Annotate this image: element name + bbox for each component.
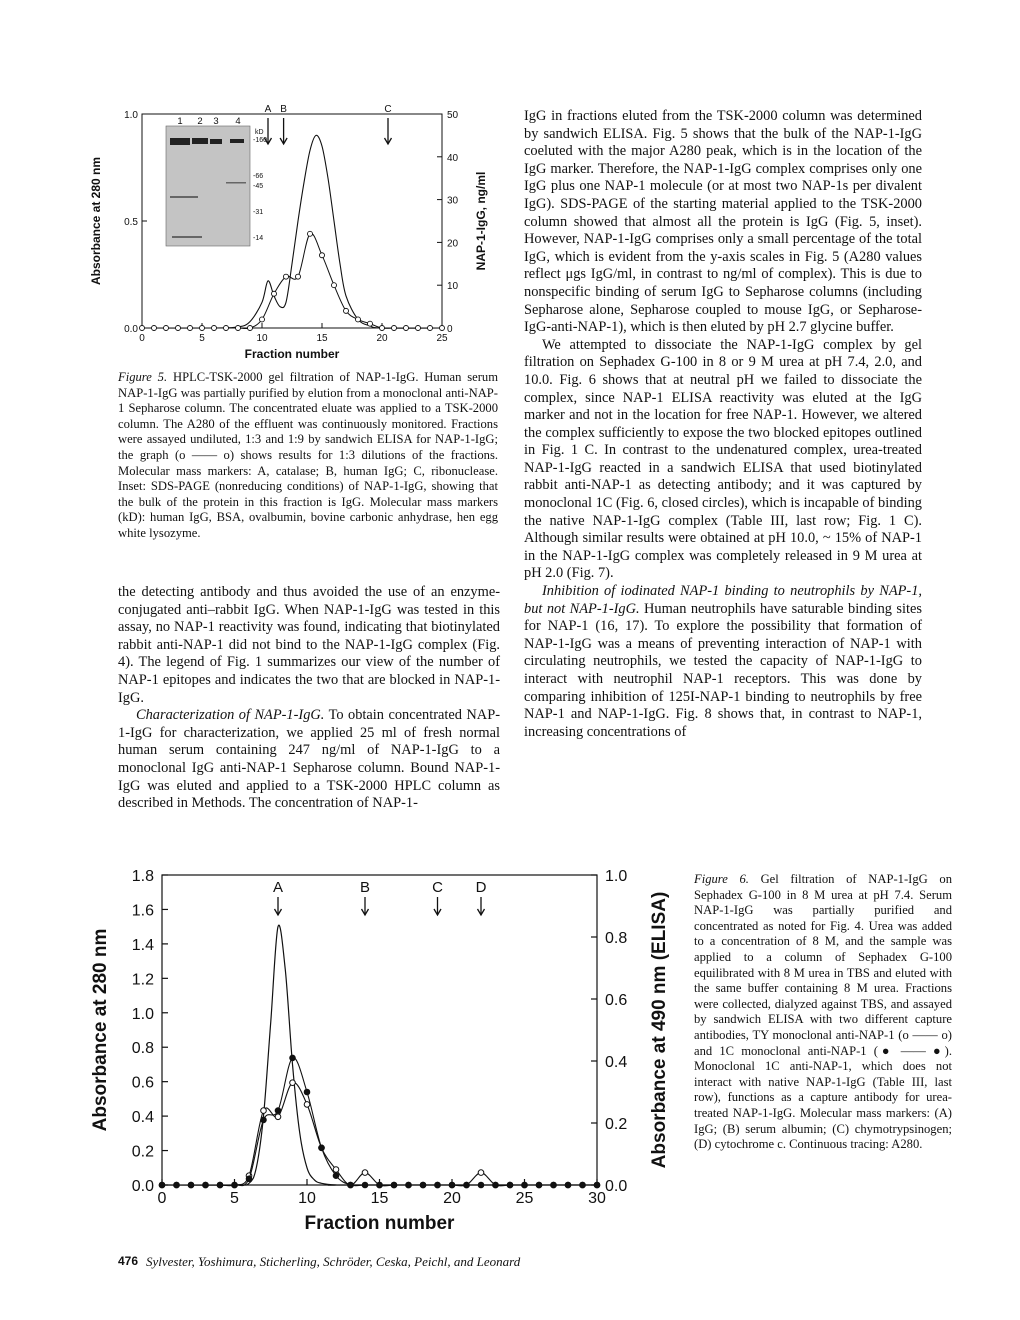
series-ty-point bbox=[304, 1102, 310, 1108]
x-tick-label: 10 bbox=[298, 1190, 316, 1207]
series-elisa-point bbox=[176, 326, 181, 331]
series-elisa-point bbox=[392, 326, 397, 331]
series-elisa-point bbox=[164, 326, 169, 331]
y-tick-label: 0.5 bbox=[124, 217, 138, 228]
series-elisa-point bbox=[416, 326, 421, 331]
inset-gel-band bbox=[170, 138, 190, 145]
series-1c-line bbox=[162, 1058, 597, 1186]
series-1c-point bbox=[464, 1182, 470, 1188]
series-elisa-point bbox=[368, 321, 373, 326]
series-1c-point bbox=[217, 1182, 223, 1188]
x-tick-label: 10 bbox=[256, 333, 268, 344]
y2-tick-label: 30 bbox=[447, 195, 459, 207]
y-tick-label: 0.0 bbox=[124, 324, 138, 335]
series-1c-point bbox=[522, 1182, 528, 1188]
marker-label: B bbox=[359, 879, 371, 896]
x-tick-label: 0 bbox=[157, 1190, 167, 1207]
series-elisa-point bbox=[140, 326, 145, 331]
y2-axis-label: NAP-1-IgG, ng/ml bbox=[474, 171, 488, 271]
series-1c-point bbox=[319, 1145, 325, 1151]
y-tick-label: 1.4 bbox=[131, 936, 154, 954]
y-tick-label: 1.6 bbox=[131, 902, 154, 920]
series-1c-point bbox=[290, 1055, 296, 1061]
inset-gel-band bbox=[170, 196, 198, 198]
series-1c-point bbox=[391, 1182, 397, 1188]
marker-label: C bbox=[384, 104, 392, 115]
marker-label: B bbox=[280, 104, 287, 115]
series-elisa-point bbox=[320, 253, 325, 258]
series-1c-point bbox=[246, 1176, 252, 1182]
inset-mw-label: -160 bbox=[253, 137, 268, 144]
right-column-text bbox=[524, 108, 922, 741]
x-tick-label: 20 bbox=[376, 333, 388, 344]
series-1c-point bbox=[478, 1182, 484, 1188]
series-a280-line bbox=[162, 925, 597, 1185]
series-1c-point bbox=[348, 1182, 354, 1188]
y2-tick-label: 40 bbox=[447, 152, 459, 164]
series-1c-point bbox=[275, 1108, 281, 1114]
paragraph: Characterization of NAP-1-IgG. To obtain concentrated NAP-1-IgG for characterization, we applied 25 ml of fresh normal human serum containing 247 ng/ml of NAP-1-IgG to a monoclonal IgG anti-NAP-1 Sepharose column. Bound NAP-1-IgG was eluted and applied to a TSK-2000 HPLC column as described in Methods. The concentration of NAP-1- bbox=[118, 707, 500, 812]
y-axis-label: Absorbance at 280 nm bbox=[90, 928, 111, 1132]
x-tick-label: 5 bbox=[199, 333, 205, 344]
y-tick-label: 0.0 bbox=[131, 1178, 154, 1195]
x-tick-label: 30 bbox=[588, 1190, 606, 1207]
series-1c-point bbox=[261, 1117, 267, 1123]
series-1c-point bbox=[362, 1182, 368, 1188]
series-elisa-point bbox=[200, 326, 205, 331]
inset-gel-band bbox=[226, 182, 246, 184]
inset-mw-label: -45 bbox=[253, 183, 264, 190]
series-elisa-point bbox=[296, 274, 301, 279]
series-1c-point bbox=[580, 1182, 586, 1188]
y2-tick-label: 0.2 bbox=[605, 1116, 628, 1133]
series-1c-point bbox=[377, 1182, 383, 1188]
series-1c-point bbox=[449, 1182, 455, 1188]
series-1c-point bbox=[594, 1182, 600, 1188]
series-elisa-point bbox=[284, 274, 289, 279]
series-elisa-point bbox=[188, 326, 193, 331]
x-axis-label: Fraction number bbox=[244, 347, 340, 361]
y2-tick-label: 0.4 bbox=[605, 1054, 628, 1071]
series-elisa-point bbox=[152, 326, 157, 331]
x-tick-label: 15 bbox=[370, 1190, 389, 1207]
x-tick-label: 25 bbox=[515, 1190, 534, 1207]
y2-tick-label: 10 bbox=[447, 281, 459, 293]
series-1c-point bbox=[507, 1182, 513, 1188]
series-1c-point bbox=[188, 1182, 194, 1188]
series-elisa-point bbox=[356, 317, 361, 322]
inset-mw-label: -31 bbox=[253, 209, 264, 216]
series-ty-point bbox=[362, 1170, 368, 1176]
inset-lane-label: 4 bbox=[235, 116, 241, 127]
series-1c-point bbox=[493, 1182, 499, 1188]
series-elisa-point bbox=[236, 326, 241, 331]
series-elisa-point bbox=[440, 326, 445, 331]
marker-label: C bbox=[432, 879, 443, 896]
series-elisa-point bbox=[248, 326, 253, 331]
series-ty-point bbox=[275, 1114, 281, 1120]
x-tick-label: 5 bbox=[230, 1190, 239, 1207]
y-tick-label: 1.8 bbox=[131, 868, 154, 885]
figure-6-caption: Figure 6. Gel filtration of NAP-1-IgG on Sephadex G-100 in 8 M urea at pH 7.4. Serum NAP-1-IgG was partially purified and concentrated as noted for Fig. 4. Urea was added to a concentration of 8 M, and the sample was applied to a column of Sephadex G-100 equilibrated with 8 M urea in TBS and eluted with the same buffer containing 8 M urea. Fractions were collected, dialyzed against TBS, and assayed by sandwich ELISA with two different capture antibodies, TY monoclonal anti-NAP-1 (o —— o) and 1C monoclonal anti-NAP-1 (● —— ●). Monoclonal 1C anti-NAP-1, which does not interact with native NAP-1-IgG (Table III, last row), functions as a capture antibody for urea-treated NAP-1-IgG. Molecular mass markers: (A) IgG; (B) serum albumin; (C) chymotrypsinogen; (D) cytochrome c. Continuous tracing: A280. bbox=[694, 872, 952, 1152]
y2-tick-label: 20 bbox=[447, 238, 459, 250]
x-tick-label: 25 bbox=[436, 333, 448, 344]
series-elisa-point bbox=[224, 326, 229, 331]
series-1c-point bbox=[551, 1182, 557, 1188]
figure-5-caption: Figure 5. HPLC-TSK-2000 gel filtration of NAP-1-IgG. Human serum NAP-1-IgG was partially purified by elution from a monoclonal anti-NAP-1 Sepharose column. The concentrated eluate was applied to a TSK-2000 column. The A280 of the effluent was continuously monitored. Fractions were assayed undiluted, 1:3 and 1:9 by sandwich ELISA for NAP-1-IgG; the graph (o —— o) shows results for 1:3 dilutions of the fractions. Molecular mass markers: A, catalase; B, human IgG; C, ribonuclease. Inset: SDS-PAGE (nonreducing conditions) of NAP-1-IgG, showing that the bulk of the protein in this fraction is IgG. Molecular mass markers (kD): human IgG, BSA, ovalbumin, bovine carbonic anhydrase, hen egg white lysozyme. bbox=[118, 370, 499, 540]
inset-gel-band bbox=[172, 236, 202, 238]
figure-5-chart bbox=[80, 100, 500, 368]
y2-tick-label: 0 bbox=[447, 324, 453, 335]
series-ty-point bbox=[261, 1108, 267, 1114]
y2-axis-label: Absorbance at 490 nm (ELISA) bbox=[649, 891, 670, 1169]
y-tick-label: 1.2 bbox=[131, 971, 154, 989]
y2-tick-label: 0.8 bbox=[605, 930, 628, 947]
left-column-text bbox=[118, 584, 500, 813]
series-1c-point bbox=[232, 1182, 238, 1188]
y2-tick-label: 0.0 bbox=[605, 1178, 628, 1195]
inset-lane-label: 1 bbox=[177, 116, 183, 127]
series-elisa-point bbox=[272, 291, 277, 296]
series-elisa-point bbox=[404, 326, 409, 331]
y2-tick-label: 1.0 bbox=[605, 868, 628, 885]
series-ty-point bbox=[333, 1167, 339, 1173]
series-1c-point bbox=[435, 1182, 441, 1188]
paragraph: We attempted to dissociate the NAP-1-IgG complex by gel filtration on Sephadex G-100 in 8 or 9 M urea at pH 7.4, 2.0, and 10.0. Fig. 6 shows that at neutral pH we failed to dissociate the complex, since NAP-1 ELISA reactivity was eluted at the IgG marker and not in the location for free NAP-1. However, we altered the complex sufficiently to expose the two blocked epitopes outlined in Fig. 1 C. In contrast to the undenatured complex, urea-treated NAP-1-IgG reacted in a sandwich ELISA that used biotinylated rabbit anti-NAP-1 as detecting antibody; and it was captured by monoclonal 1C (Fig. 6, closed circles), which is incapable of binding the native NAP-1-IgG complex (Table III, last row; Fig. 1 C). Although similar results were obtained at pH 10.0, ~ 15% of NAP-1 in the NAP-1-IgG complex was completely released in 9 M urea at pH 2.0 (Fig. 7). bbox=[524, 336, 922, 582]
y2-tick-label: 50 bbox=[447, 110, 459, 121]
series-ty-line bbox=[162, 1082, 597, 1185]
series-elisa-point bbox=[344, 308, 349, 313]
figure-6-chart bbox=[82, 860, 682, 1240]
series-1c-point bbox=[565, 1182, 571, 1188]
series-1c-point bbox=[406, 1182, 412, 1188]
paragraph: Inhibition of iodinated NAP-1 binding to neutrophils by NAP-1, but not NAP-1-IgG. Human neutrophils have saturable binding sites for NAP-1 (16, 17). To explore the possibility that formation of NAP-1-IgG was a means of preventing interaction of NAP-1 with circulating neutrophils, we tested the capacity of NAP-1-IgG to interact with neutrophil NAP-1 receptors. This was done by comparing inhibition of 125I-NAP-1 binding to neutrophils by free NAP-1 and NAP-1-IgG. Fig. 8 shows that, in contrast to NAP-1, increasing concentrations of bbox=[524, 583, 922, 740]
y-tick-label: 1.0 bbox=[131, 1005, 154, 1023]
series-1c-point bbox=[333, 1173, 339, 1179]
series-elisa-point bbox=[428, 326, 433, 331]
y2-tick-label: 0.6 bbox=[605, 992, 628, 1009]
inset-unit-label: kD bbox=[255, 129, 264, 136]
x-axis-label: Fraction number bbox=[304, 1213, 455, 1234]
inset-lane-label: 2 bbox=[197, 116, 203, 127]
series-1c-point bbox=[174, 1182, 180, 1188]
y-tick-label: 0.4 bbox=[131, 1109, 154, 1127]
plot-frame bbox=[162, 875, 597, 1185]
series-1c-point bbox=[304, 1089, 310, 1095]
inset-gel-band bbox=[230, 139, 244, 143]
series-ty-point bbox=[478, 1170, 484, 1176]
marker-label: A bbox=[272, 879, 284, 896]
page-number: 476 bbox=[118, 1254, 139, 1268]
x-tick-label: 15 bbox=[316, 333, 328, 344]
series-1c-point bbox=[420, 1182, 426, 1188]
marker-label: D bbox=[475, 879, 487, 896]
series-1c-point bbox=[203, 1182, 209, 1188]
inset-gel-band bbox=[210, 139, 222, 144]
marker-label: A bbox=[264, 104, 272, 115]
series-elisa-point bbox=[308, 231, 313, 236]
series-elisa-point bbox=[380, 326, 385, 331]
paragraph: IgG in fractions eluted from the TSK-2000 column was determined by sandwich ELISA. Fig. 5 shows that the bulk of the NAP-1-IgG coeluted with the major A280 peak, which is in the location of the IgG marker. Therefore, the NAP-1-IgG complex comprises only one IgG plus one NAP-1 molecule (or at most two NAP-1s per divalent IgG). SDS-PAGE of the starting material applied to the TSK-2000 column showed that almost all the protein is IgG (Fig. 5, inset). However, NAP-1-IgG comprises only a small percentage of the total IgG, which is evident from the y-axis scales in Fig. 5 (A280 values reflect μgs IgG/ml, in contrast to ng/ml of complex). This is due to nonspecific binding of serum IgG to Sepharose columns (including Sepharose alone, Sepharose coupled to mouse IgG, or Sepharose-IgG-anti-NAP-1), which is then eluted by pH 2.7 glycine buffer. bbox=[524, 108, 922, 336]
y-tick-label: 1.0 bbox=[124, 110, 138, 121]
series-elisa-point bbox=[212, 326, 217, 331]
series-elisa-line bbox=[142, 233, 442, 328]
y-tick-label: 0.8 bbox=[131, 1040, 154, 1058]
inset-mw-label: -66 bbox=[253, 173, 264, 180]
y-tick-label: 0.6 bbox=[131, 1074, 154, 1092]
inset-gel-band bbox=[192, 138, 208, 144]
x-tick-label: 20 bbox=[443, 1190, 461, 1207]
inset-lane-label: 3 bbox=[213, 116, 219, 127]
y-tick-label: 0.2 bbox=[131, 1143, 154, 1161]
x-tick-label: 0 bbox=[139, 333, 145, 344]
inset-mw-label: -14 bbox=[253, 235, 264, 242]
running-footer-authors: Sylvester, Yoshimura, Sticherling, Schröder, Ceska, Peichl, and Leonard bbox=[146, 1254, 521, 1269]
series-elisa-point bbox=[260, 317, 265, 322]
paragraph: the detecting antibody and thus avoided the use of an enzyme-conjugated anti–rabbit IgG. When NAP-1-IgG was tested in this assay, no NAP-1 reactivity was found, indicating that biotinylated rabbit anti-NAP-1 did not bind to the NAP-1-IgG complex (Fig. 4). The legend of Fig. 1 summarizes our view of the number of NAP-1 epitopes and indicates the two that are blocked in NAP-1-IgG. bbox=[118, 584, 500, 706]
series-1c-point bbox=[536, 1182, 542, 1188]
series-1c-point bbox=[159, 1182, 165, 1188]
series-elisa-point bbox=[332, 283, 337, 288]
series-ty-point bbox=[290, 1080, 296, 1086]
y-axis-label: Absorbance at 280 nm bbox=[89, 156, 103, 286]
